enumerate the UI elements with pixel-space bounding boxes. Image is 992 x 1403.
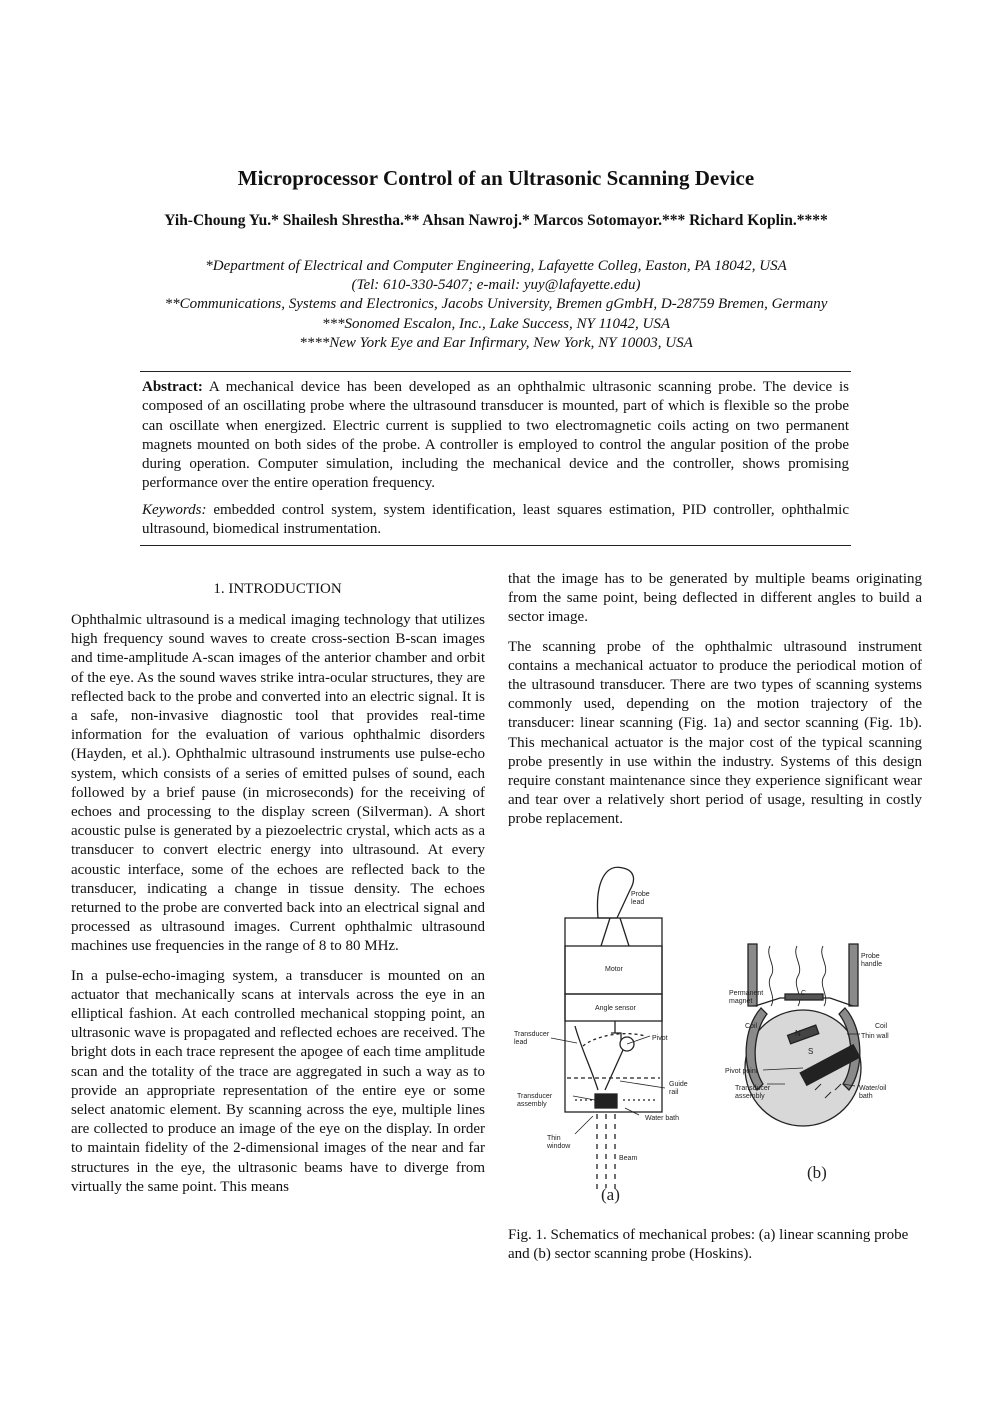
label-guide-rail: Guide xyxy=(669,1081,688,1088)
leader-line xyxy=(551,1038,577,1043)
paragraph: Ophthalmic ultrasound is a medical imaging technology that utilizes high frequency sound waves to create cross-section B-scan images and time-amplitude A-scan images of the anterior chamber and orbit of the eye. As the sound waves strike intra-ocular structures, they are reflected back to the probe and converted into an electric signal. It is a safe, non-invasive diagnostic tool that provides real-time information for the evaluation of various ophthalmic disorders (Hayden, et al.). Ophthalmic ultrasound instruments use pulse-echo system, which consists of a series of emitted pulses of sound, each followed by a brief pause (in microseconds) for the receiving of echoes and processing to the display screen (Silverman). A short acoustic pulse is generated by a piezoelectric crystal, which acts as a transducer to convert electric energy into ultrasound. At every acoustic interface, some of the echoes are reflected back to the transducer, indicating a change in tissue density. The echoes returned to the probe are converted back into an electrical signal and processed as ultrasound images. Current ophthalmic ultrasound machines use frequencies in the range of 8 to 80 MHz. xyxy=(71,612,485,955)
affiliation-4: ****New York Eye and Ear Infirmary, New York, NY 10003, USA xyxy=(299,334,693,351)
svg-text:Permanentmagnet xyxy=(729,990,763,1005)
keywords-text: embedded control system, system identification, least squares estimation, PID controller, ophthalmic ultrasound, biomedical instrumentation. xyxy=(142,502,849,538)
abstract-label: Abstract: xyxy=(142,379,203,395)
svg-text:Water/oilbath xyxy=(859,1085,887,1100)
lead-wires xyxy=(601,918,629,946)
handle-wire xyxy=(769,946,773,1006)
abstract xyxy=(142,378,849,494)
probe-lead-cable xyxy=(597,867,633,918)
svg-text:Thinwindow xyxy=(546,1135,571,1150)
svg-text:Probelead xyxy=(631,891,650,906)
affiliation-3: ***Sonomed Escalon, Inc., Lake Success, NY 11042, USA xyxy=(321,315,670,332)
paragraph: that the image has to be generated by multiple beams originating from the same point, being deflected in different angles to build a sector image. xyxy=(508,571,922,626)
label-s-mark: S xyxy=(808,1047,814,1056)
label-motor: Motor xyxy=(605,966,623,973)
label-permanent-magnet: Permanent xyxy=(729,990,764,997)
figure-1-caption: Fig. 1. Schematics of mechanical probes: (a) linear scanning probe and (b) sector scanning probe (Hoskins). xyxy=(508,1227,909,1263)
label-thin-window: Thin xyxy=(547,1135,561,1142)
affiliation-2: **Communications, Systems and Electronics, Jacobs University, Bremen gGmbH, D-28759 Bremen, Germany xyxy=(164,296,828,313)
handle-right-wall xyxy=(849,944,858,1006)
section-heading-introduction: 1. INTRODUCTION xyxy=(213,581,342,597)
label-water-oil-bath: bath xyxy=(859,1093,873,1100)
label-n-mark: N xyxy=(795,1029,801,1038)
label-permanent-magnet: magnet xyxy=(729,998,753,1005)
pivot-arm xyxy=(605,1050,623,1090)
right-column xyxy=(508,570,922,840)
leader-line xyxy=(575,1116,593,1134)
affiliation-1: *Department of Electrical and Computer Engineering, Lafayette Colleg, Easton, PA 18042, USA xyxy=(205,258,787,274)
label-pivot-point: Pivot point xyxy=(725,1068,758,1075)
label-transducer-assembly-b: Transducer xyxy=(735,1085,771,1092)
affiliations xyxy=(0,257,992,353)
swing-arc xyxy=(583,1034,645,1046)
affiliation-contact: (Tel: 610-330-5407; e-mail: yuy@lafayette.edu) xyxy=(351,277,641,294)
label-transducer-assembly: Transducer xyxy=(517,1093,553,1100)
leader-line xyxy=(620,1081,665,1088)
panel-label-b: (b) xyxy=(807,1163,827,1182)
beam-lines xyxy=(597,1114,615,1193)
svg-text:Transducerlead xyxy=(514,1031,550,1046)
transducer-assembly-block xyxy=(595,1094,617,1108)
label-pivot: Pivot xyxy=(652,1035,668,1042)
probe-housing-a xyxy=(565,918,662,1112)
label-probe-handle: Probe xyxy=(861,953,880,960)
label-beam: Beam xyxy=(619,1155,638,1162)
label-probe-handle: handle xyxy=(861,961,883,968)
label-c-mark: C xyxy=(801,990,807,997)
label-probe-lead: lead xyxy=(631,899,645,906)
svg-text:Transducerassembly xyxy=(517,1093,553,1108)
label-water-bath: Water bath xyxy=(645,1115,679,1122)
keywords xyxy=(142,501,849,540)
abstract-bottom-rule xyxy=(140,545,851,546)
label-guide-rail: rail xyxy=(669,1089,679,1096)
paragraph: The scanning probe of the ophthalmic ultrasound instrument contains a mechanical actuator to produce the periodical motion of the ultrasound transducer. There are two types of scanning systems commonly used, depending on the motion trajectory of the transducer: linear scanning (Fig. 1a) and sector scanning (Fig. 1b). This mechanical actuator is the major cost of the typical scanning probe presently in use within the industry. Systems of this design require constant maintenance since they experience significant wear and tear over a relatively short period of usage, resulting in costly probe replacement. xyxy=(508,638,922,828)
figure-1-schematic xyxy=(505,858,925,1218)
keywords-label: Keywords: xyxy=(142,502,207,518)
left-column xyxy=(71,611,485,1207)
paper-title: Microprocessor Control of an Ultrasonic Scanning Device xyxy=(237,166,755,190)
label-thin-window: window xyxy=(547,1143,571,1150)
label-probe-lead: Probe xyxy=(631,891,650,898)
abstract-text: A mechanical device has been developed as an ophthalmic ultrasonic scanning probe. The device is composed of an oscillating probe where the ultrasound transducer is mounted, part of which is flexible so the probe can oscillate when energized. Electric current is supplied to two electromagnetic coils acting on two permanent magnets mounted on both sides of the probe. A controller is employed to control the angular position of the probe during operation. Computer simulation, including the mechanical device and the controller, shows promising performance over the entire operation frequency. xyxy=(142,379,849,492)
label-thin-wall: Thin wall xyxy=(861,1033,889,1040)
label-coil-left: Coil xyxy=(745,1023,758,1030)
label-transducer-lead: lead xyxy=(514,1039,528,1046)
label-angle-sensor: Angle sensor xyxy=(595,1005,636,1012)
label-transducer-lead: Transducer xyxy=(514,1031,550,1038)
svg-text:Guiderail xyxy=(669,1081,688,1096)
abstract-top-rule xyxy=(140,371,851,372)
svg-text:Probehandle xyxy=(861,953,882,968)
label-water-oil-bath: Water/oil xyxy=(859,1085,887,1092)
label-coil-right: Coil xyxy=(875,1023,888,1030)
author-list: Yih-Choung Yu.* Shailesh Shrestha.** Ahsan Nawroj.* Marcos Sotomayor.*** Richard Koplin.**** xyxy=(164,212,828,229)
transducer-lead-wire xyxy=(575,1026,598,1090)
label-transducer-assembly: assembly xyxy=(517,1101,547,1108)
paragraph: In a pulse-echo-imaging system, a transducer is mounted on an actuator that mechanically scans at intervals across the eye in an elliptical fashion. At each controlled mechanical stopping point, an ultrasonic wave is propagated and reflected echoes are received. The bright dots in each trace represent the apogee of each time amplitude scan and the totality of the trace are aggregated in such a way as to provide an appropriate representation of the entire eye or some select anatomic element. By scanning across the eye, multiple lines are collected to produce an image of the eye on the display. In order to maintain fidelity of the 2-dimensional images of the near and far structures in the eye, the ultrasonic beams have to diverge from virtually the same point. This means xyxy=(71,967,485,1195)
label-transducer-assembly-b: assembly xyxy=(735,1093,765,1100)
panel-label-a: (a) xyxy=(601,1185,620,1204)
